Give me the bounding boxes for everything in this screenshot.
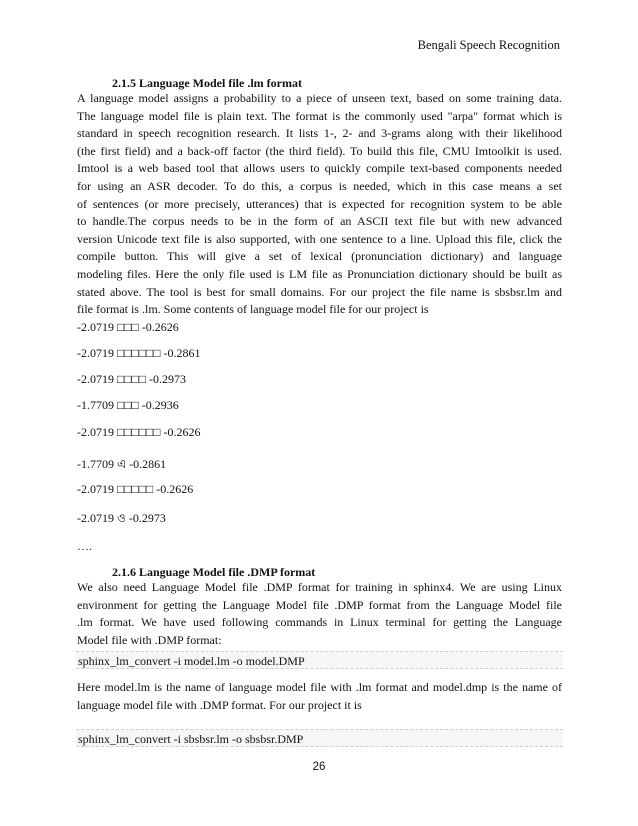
text-line: We also need Language Model file .DMP format for training in sphinx4. We are using Linux xyxy=(77,580,562,594)
paragraph-dmp-explanation xyxy=(77,679,562,714)
running-header: Bengali Speech Recognition xyxy=(417,38,560,52)
text-line: Here model.lm is the name of language model file with .lm format and model.dmp is the name of xyxy=(77,680,562,694)
text-line: compile button. This will give a set of lexical (pronunciation dictionary) and language xyxy=(77,249,562,264)
command-block-model: sphinx_lm_convert -i model.lm -o model.DMP xyxy=(76,651,563,669)
lm-entry: -2.0719 ও -0.2973 xyxy=(77,511,166,525)
paragraph-dmp-description xyxy=(77,579,562,649)
page-number: 26 xyxy=(312,761,326,773)
text-line: modeling files. Here the only file used is LM file as Pronunciation dictionary should be built as xyxy=(77,266,562,281)
lm-entry: -2.0719 □□□□□ -0.2626 xyxy=(77,482,194,496)
text-line: standard in speech recognition research. It lists 1-, 2- and 3-grams along with their likelihood xyxy=(77,126,562,141)
lm-entry: -2.0719 □□□□ -0.2973 xyxy=(77,372,186,386)
text-line: for using an ASR decoder. To do this, a corpus is needed, which in this case means a set xyxy=(77,178,562,193)
text-line: environment for getting the Language Model file .DMP format from the Language Model file xyxy=(77,597,562,612)
text-line: The language model file is plain text. The format is the commonly used "arpa" format which is xyxy=(77,108,562,123)
text-line: of sentences (or more precisely, utterances) that is expected for recognition system to be able xyxy=(77,196,562,211)
lm-entry: -1.7709 □□□ -0.2936 xyxy=(77,398,179,412)
section-heading-lm: 2.1.5 Language Model file .lm format xyxy=(112,76,302,90)
text-line: version Unicode text file is also supported, with one sentence to a line. Upload this file, click the xyxy=(77,231,562,246)
text-line: file format is .lm. Some contents of language model file for our project is xyxy=(77,302,429,317)
text-line: to handle.The corpus needs to be in the form of an ASCII text file but with new advanced xyxy=(77,214,562,229)
lm-entry-ellipsis: …. xyxy=(77,539,92,553)
lm-entry: -2.0719 □□□□□□ -0.2626 xyxy=(77,425,201,439)
text-line: .lm format. We have used following commands in Linux terminal for getting the Language xyxy=(77,615,562,630)
text-line: stated above. The tool is best for small domains. For our project the file name is sbsbsr.lm and xyxy=(77,284,562,299)
text-line: (the first field) and a back-off factor (the third field). To build this file, CMU Imtoolkit is used. xyxy=(77,143,562,158)
command-block-project: sphinx_lm_convert -i sbsbsr.lm -o sbsbsr.DMP xyxy=(76,729,563,747)
lm-entry: -2.0719 □□□□□□ -0.2861 xyxy=(77,346,201,360)
text-line: Model file with .DMP format: xyxy=(77,632,222,647)
lm-entry: -1.7709 এ -0.2861 xyxy=(77,457,167,471)
paragraph-lm-description xyxy=(77,90,562,319)
text-line: language model file with .DMP format. For our project it is xyxy=(77,697,362,712)
lm-entry: -2.0719 □□□ -0.2626 xyxy=(77,320,179,334)
text-line: Imtool is a web based tool that allows users to quickly compile text-based components needed xyxy=(77,161,562,176)
text-line: A language model assigns a probability to a piece of unseen text, based on some training data. xyxy=(77,91,562,105)
section-heading-dmp: 2.1.6 Language Model file .DMP format xyxy=(112,565,316,579)
